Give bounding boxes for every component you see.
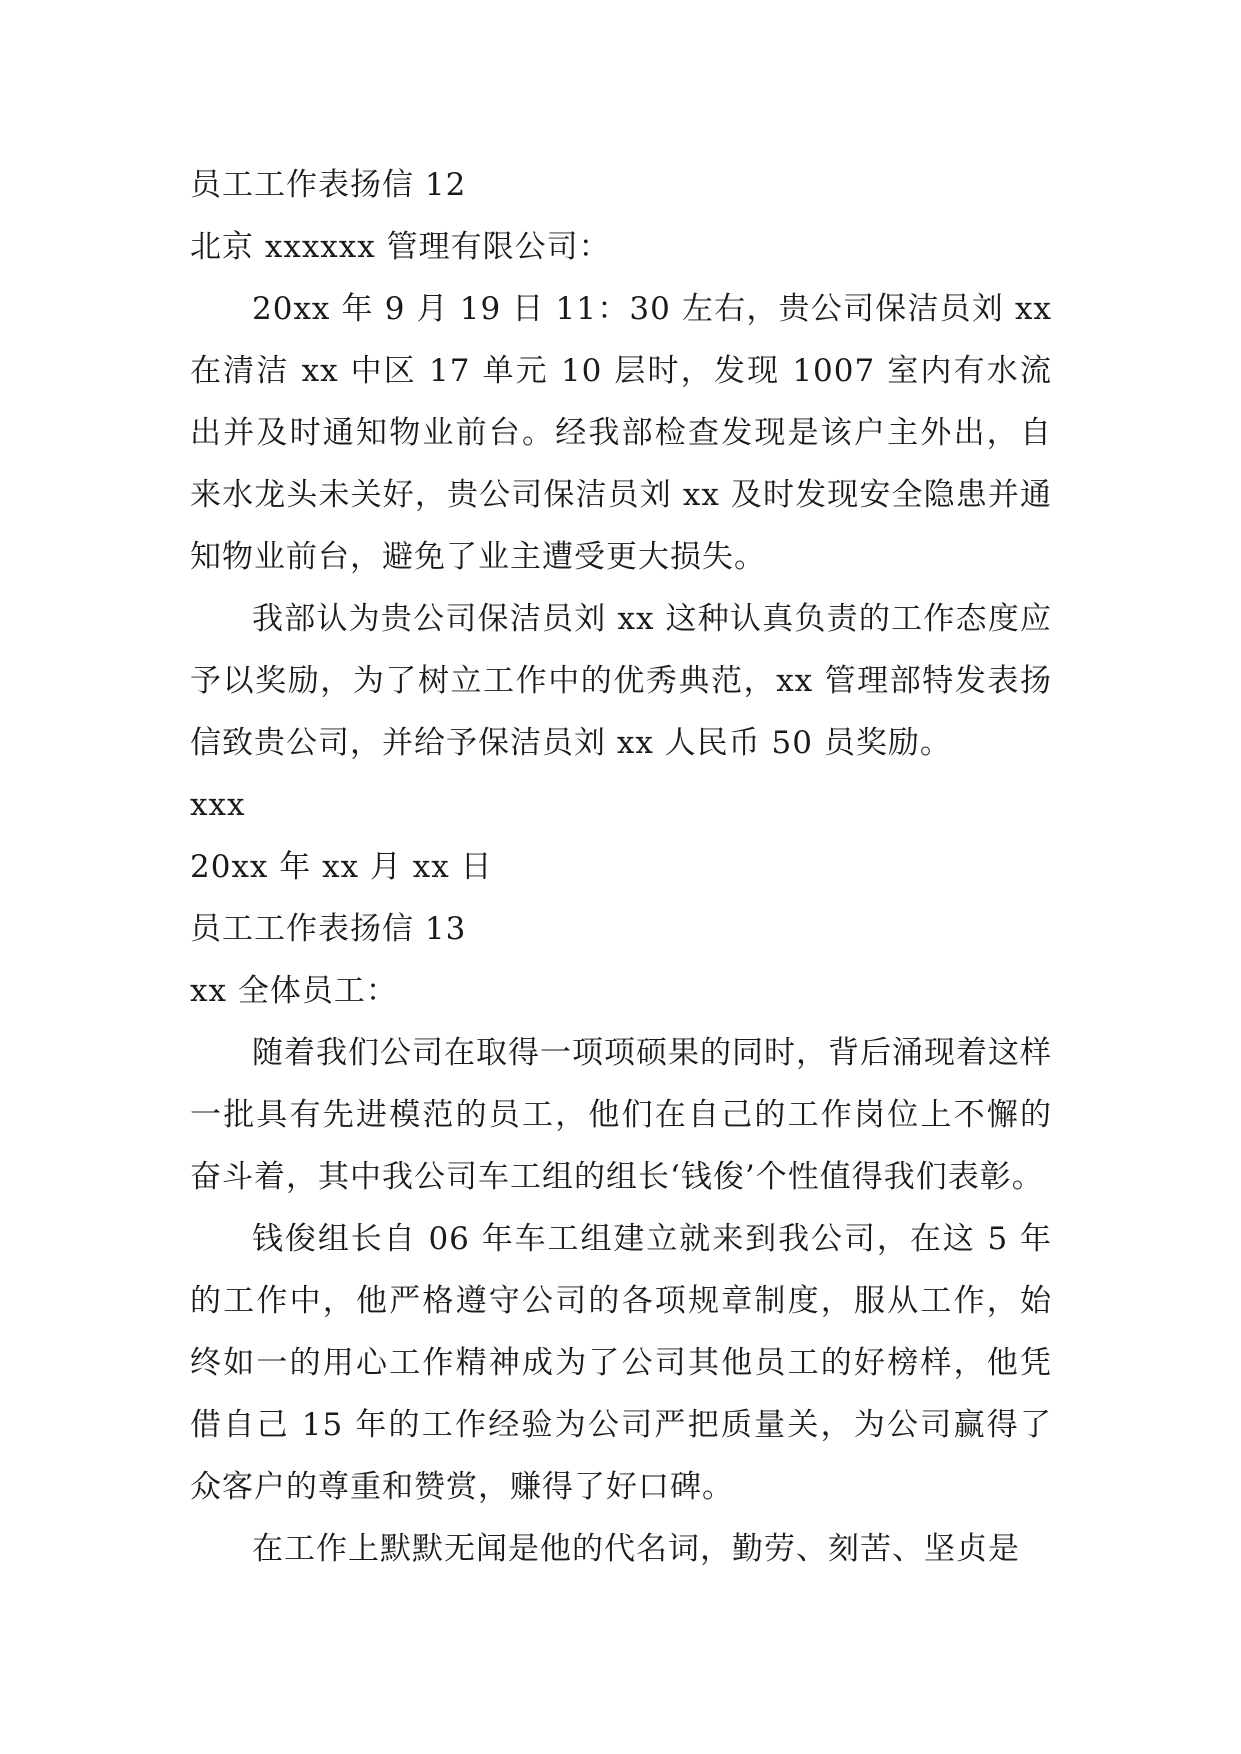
letter-12-salutation: 北京 xxxxxx 管理有限公司： — [190, 229, 611, 265]
document-body — [190, 154, 1052, 1580]
letter-12-title: 员工工作表扬信 12 — [190, 167, 467, 203]
letter-12-signature: xxx — [190, 787, 246, 823]
letter-12-paragraph-1: 20xx 年 9 月 19 日 11：30 左右，贵公司保洁员刘 xx 在清洁 xx 中区 17 单元 10 层时，发现 1007 室内有水流出并及时通知物业前台。经我部检查发现是该户主外出，自来水龙头未关好，贵公司保洁员刘 xx 及时发现安全隐患并通知物业前台，避免了业主遭受更大损失。 — [190, 291, 1052, 575]
letter-13-paragraph-3: 在工作上默默无闻是他的代名词，勤劳、刻苦、坚贞是 — [252, 1531, 1020, 1567]
letter-12-paragraph-2: 我部认为贵公司保洁员刘 xx 这种认真负责的工作态度应予以奖励，为了树立工作中的优秀典范，xx 管理部特发表扬信致贵公司，并给予保洁员刘 xx 人民币 50 员奖励。 — [190, 601, 1052, 761]
letter-13-title: 员工工作表扬信 13 — [190, 911, 467, 947]
letter-13-paragraph-2: 钱俊组长自 06 年车工组建立就来到我公司，在这 5 年的工作中，他严格遵守公司的各项规章制度，服从工作，始终如一的用心工作精神成为了公司其他员工的好榜样，他凭借自己 15 年的工作经验为公司严把质量关，为公司赢得了众客户的尊重和赞赏，赚得了好口碑。 — [190, 1221, 1052, 1505]
letter-13-paragraph-1: 随着我们公司在取得一项项硕果的同时，背后涌现着这样一批具有先进模范的员工，他们在自己的工作岗位上不懈的奋斗着，其中我公司车工组的组长‘钱俊’个性值得我们表彰。 — [190, 1035, 1052, 1195]
letter-13-salutation: xx 全体员工： — [190, 973, 398, 1009]
letter-12-date: 20xx 年 xx 月 xx 日 — [190, 849, 493, 885]
